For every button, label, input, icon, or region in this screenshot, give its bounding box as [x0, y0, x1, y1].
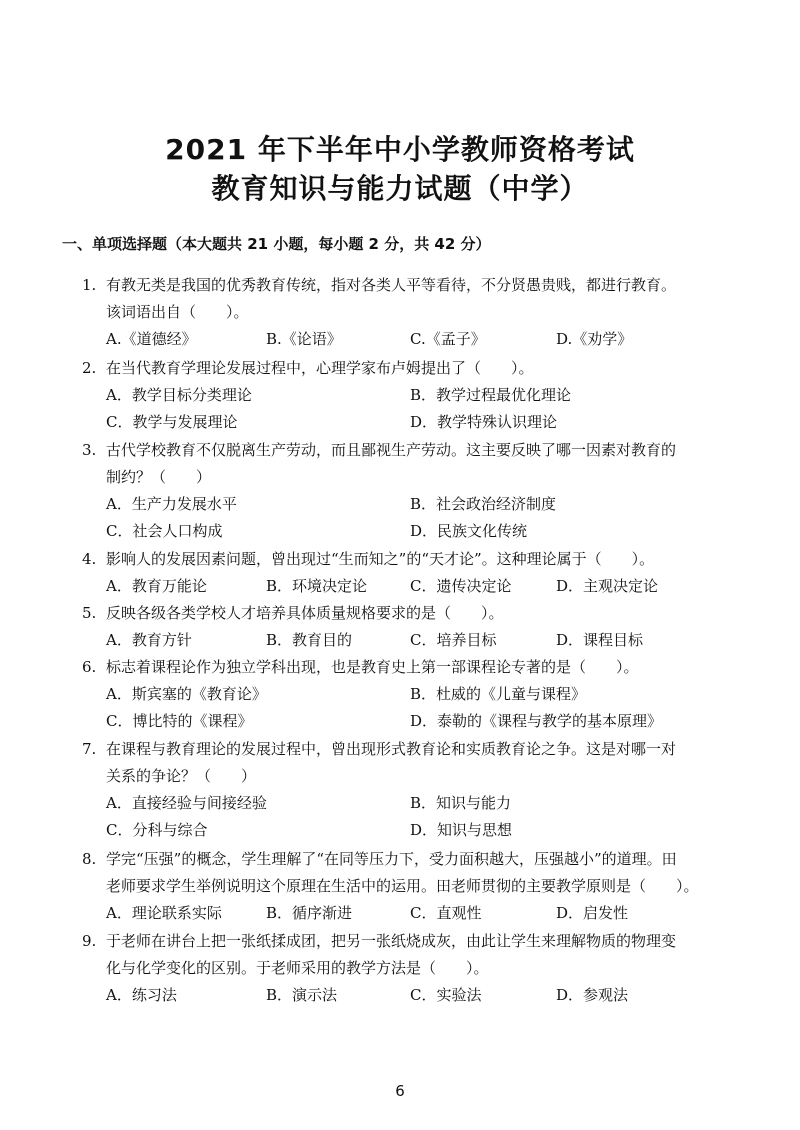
option-d: D．主观决定论 [556, 577, 659, 595]
question-1 [82, 272, 750, 353]
question-number: 4. [82, 550, 97, 568]
options-row [82, 817, 750, 844]
question-9 [82, 928, 750, 1009]
option-a: A．教育方针 [106, 631, 192, 649]
option-b: B.《论语》 [266, 330, 342, 348]
question-stem: 在课程与教育理论的发展过程中，曾出现形式教育论和实质教育论之争。这是对哪一对 [106, 740, 677, 758]
options-row [82, 326, 750, 353]
option-c: C．遗传决定论 [410, 577, 512, 595]
option-a: A．练习法 [106, 986, 177, 1004]
options-row [82, 982, 750, 1009]
option-c: C.《孟子》 [410, 330, 486, 348]
question-stem: 在当代教育学理论发展过程中，心理学家布卢姆提出了（ ）。 [106, 359, 534, 377]
option-b: B．杜威的《儿童与课程》 [410, 685, 587, 703]
options-row [82, 518, 750, 545]
question-number: 5. [82, 604, 97, 622]
question-stem-continued: 该词语出自（ ）。 [106, 303, 249, 321]
options-row [82, 491, 750, 518]
question-stem-continued: 化与化学变化的区别。于老师采用的教学方法是（ ）。 [106, 959, 489, 977]
section-heading: 一、单项选择题（本大题共 21 小题，每小题 2 分，共 42 分） [62, 235, 491, 253]
option-a: A．教学目标分类理论 [106, 386, 252, 404]
options-row [82, 790, 750, 817]
options-row [82, 382, 750, 409]
question-stem: 古代学校教育不仅脱离生产劳动，而且鄙视生产劳动。这主要反映了哪一因素对教育的 [106, 441, 677, 459]
option-a: A．教育万能论 [106, 577, 207, 595]
option-b: B．演示法 [266, 986, 338, 1004]
option-d: D．课程目标 [556, 631, 644, 649]
option-d: D．启发性 [556, 904, 629, 922]
option-b: B．教育目的 [266, 631, 353, 649]
question-number: 1. [82, 276, 97, 294]
question-stem-continued: 关系的争论？（ ） [106, 767, 257, 785]
question-number: 8. [82, 850, 97, 868]
question-number: 3. [82, 441, 97, 459]
question-stem: 学完“压强”的概念，学生理解了“在同等压力下，受力面积越大，压强越小”的道理。田 [106, 850, 677, 868]
option-b: B．知识与能力 [410, 794, 512, 812]
options-row [82, 900, 750, 927]
question-7 [82, 736, 750, 844]
option-d: D．教学特殊认识理论 [410, 413, 558, 431]
question-3 [82, 437, 750, 545]
option-a: A．理论联系实际 [106, 904, 222, 922]
question-2 [82, 355, 750, 436]
option-b: B．教学过程最优化理论 [410, 386, 572, 404]
options-row [82, 708, 750, 735]
option-c: C．社会人口构成 [106, 522, 223, 540]
exam-title: 2021 年下半年中小学教师资格考试 [165, 133, 635, 166]
options-row [82, 573, 750, 600]
question-number: 9. [82, 932, 97, 950]
option-b: B．社会政治经济制度 [410, 495, 557, 513]
question-stem-continued: 制约？（ ） [106, 468, 212, 486]
option-d: D．知识与思想 [410, 821, 513, 839]
question-stem: 于老师在讲台上把一张纸揉成团，把另一张纸烧成灰，由此让学生来理解物质的物理变 [106, 932, 677, 950]
options-row [82, 627, 750, 654]
page-number: 6 [395, 1082, 405, 1100]
question-4 [82, 546, 750, 600]
question-number: 7. [82, 740, 97, 758]
exam-subtitle: 教育知识与能力试题（中学） [211, 172, 589, 205]
options-row [82, 681, 750, 708]
question-8 [82, 846, 750, 927]
options-row [82, 409, 750, 436]
question-number: 6. [82, 658, 97, 676]
question-stem: 标志着课程论作为独立学科出现，也是教育史上第一部课程论专著的是（ ）。 [106, 658, 639, 676]
option-d: D．泰勒的《课程与教学的基本原理》 [410, 712, 663, 730]
question-stem: 有教无类是我国的优秀教育传统，指对各类人平等看待，不分贤愚贵贱，都进行教育。 [106, 276, 677, 294]
option-a: A.《道德经》 [106, 330, 197, 348]
option-b: B．环境决定论 [266, 577, 368, 595]
question-stem-continued: 老师要求学生举例说明这个原理在生活中的运用。田老师贯彻的主要教学原则是（ ）。 [106, 877, 699, 895]
option-c: C．直观性 [410, 904, 482, 922]
option-c: C．教学与发展理论 [106, 413, 238, 431]
question-6 [82, 654, 750, 735]
option-c: C．实验法 [410, 986, 482, 1004]
question-5 [82, 600, 750, 654]
question-stem: 反映各级各类学校人才培养具体质量规格要求的是（ ）。 [106, 604, 504, 622]
question-number: 2. [82, 359, 97, 377]
option-a: A．斯宾塞的《教育论》 [106, 685, 267, 703]
option-d: D．参观法 [556, 986, 629, 1004]
option-c: C．培养目标 [410, 631, 497, 649]
option-c: C．分科与综合 [106, 821, 208, 839]
option-d: D.《劝学》 [556, 330, 633, 348]
option-b: B．循序渐进 [266, 904, 353, 922]
option-d: D．民族文化传统 [410, 522, 528, 540]
option-a: A．直接经验与间接经验 [106, 794, 267, 812]
question-stem: 影响人的发展因素问题，曾出现过“生而知之”的“天才论”。这种理论属于（ ）。 [106, 550, 655, 568]
option-c: C．博比特的《课程》 [106, 712, 253, 730]
option-a: A．生产力发展水平 [106, 495, 237, 513]
